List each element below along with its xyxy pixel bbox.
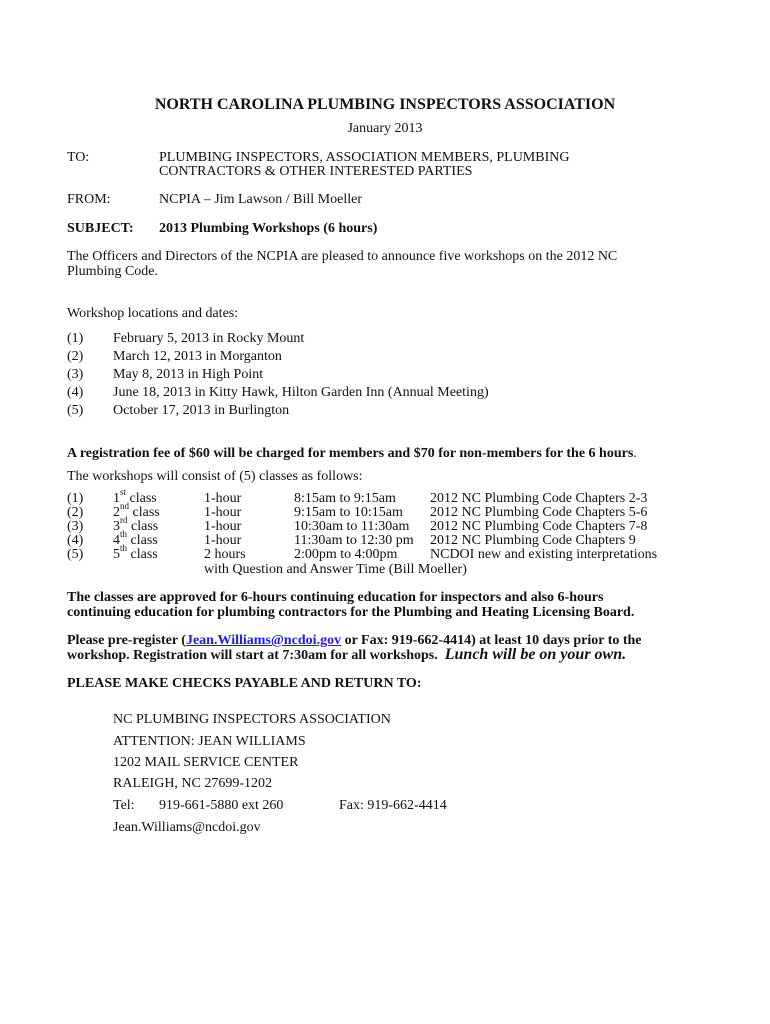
- address-attention: ATTENTION: JEAN WILLIAMS: [113, 734, 306, 749]
- list-item: March 12, 2013 in Morganton: [113, 349, 282, 364]
- intro-line1: The Officers and Directors of the NCPIA are pleased to announce five workshops on the 2012 NC: [67, 249, 618, 264]
- address-email: Jean.Williams@ncdoi.gov: [113, 820, 261, 835]
- preregister-line2: workshop. Registration will start at 7:30am for all workshops. Lunch will be on your own.: [67, 646, 627, 663]
- subject-label: SUBJECT:: [67, 221, 134, 236]
- list-item-number: (5): [67, 403, 84, 418]
- from-label: FROM:: [67, 192, 111, 207]
- list-item-number: (4): [67, 385, 84, 400]
- registration-fee-period: .: [633, 446, 637, 461]
- class-number: (5): [67, 547, 84, 562]
- address-street: 1202 MAIL SERVICE CENTER: [113, 755, 299, 770]
- to-recipients-line1: PLUMBING INSPECTORS, ASSOCIATION MEMBERS, PLUMBING: [159, 150, 570, 165]
- class-duration: 1-hour: [204, 519, 242, 534]
- class-topic: 2012 NC Plumbing Code Chapters 2-3: [430, 491, 648, 506]
- approval-line1: The classes are approved for 6-hours continuing education for inspectors and also 6-hours: [67, 590, 604, 605]
- page-title: NORTH CAROLINA PLUMBING INSPECTORS ASSOCIATION: [154, 96, 616, 113]
- class-ordinal: 3rd class: [113, 515, 159, 534]
- class-time: 2:00pm to 4:00pm: [294, 547, 398, 562]
- class-topic: 2012 NC Plumbing Code Chapters 9: [430, 533, 636, 548]
- class-time: 9:15am to 10:15am: [294, 505, 403, 520]
- class-time: 10:30am to 11:30am: [294, 519, 410, 534]
- class-time: 11:30am to 12:30 pm: [294, 533, 414, 548]
- class-number: (1): [67, 491, 84, 506]
- class-number: (4): [67, 533, 84, 548]
- list-item-number: (1): [67, 331, 84, 346]
- locations-heading: Workshop locations and dates:: [67, 306, 239, 321]
- list-item: February 5, 2013 in Rocky Mount: [113, 331, 305, 346]
- intro-line2: Plumbing Code.: [67, 264, 159, 279]
- list-item: June 18, 2013 in Kitty Hawk, Hilton Garden Inn (Annual Meeting): [113, 385, 489, 400]
- class-topic: 2012 NC Plumbing Code Chapters 5-6: [430, 505, 648, 520]
- classes-heading: The workshops will consist of (5) classes as follows:: [67, 469, 363, 484]
- subject-value: 2013 Plumbing Workshops (6 hours): [159, 221, 378, 236]
- to-recipients-line2: CONTRACTORS & OTHER INTERESTED PARTIES: [159, 164, 473, 179]
- contact-email-link[interactable]: Jean.Williams@ncdoi.gov: [185, 633, 342, 648]
- registration-fee: [67, 446, 637, 461]
- list-item: May 8, 2013 in High Point: [113, 367, 264, 382]
- lunch-note: Lunch will be on your own.: [444, 646, 627, 663]
- fax-number: Fax: 919-662-4414: [339, 798, 447, 813]
- preregister-line1: Please pre-register (Jean.Williams@ncdoi.gov or Fax: 919-662-4414) at least 10 days prior to the: [67, 633, 642, 648]
- to-label: TO:: [67, 150, 90, 165]
- class-ordinal: 5th class: [113, 543, 158, 562]
- class-duration: 1-hour: [204, 505, 242, 520]
- class-topic: NCDOI new and existing interpretations: [430, 547, 658, 562]
- class-followup: with Question and Answer Time (Bill Moeller): [204, 562, 467, 577]
- checks-heading: PLEASE MAKE CHECKS PAYABLE AND RETURN TO:: [67, 676, 422, 691]
- address-city: RALEIGH, NC 27699-1202: [113, 776, 273, 791]
- class-topic: 2012 NC Plumbing Code Chapters 7-8: [430, 519, 648, 534]
- tel-label: Tel:: [113, 798, 135, 813]
- tel-number: 919-661-5880 ext 260: [159, 798, 284, 813]
- class-number: (3): [67, 519, 84, 534]
- class-duration: 2 hours: [204, 547, 246, 562]
- from-value: NCPIA – Jim Lawson / Bill Moeller: [159, 192, 362, 207]
- class-duration: 1-hour: [204, 533, 242, 548]
- class-ordinal: 1st class: [113, 487, 157, 506]
- registration-fee-text: A registration fee of $60 will be charged for members and $70 for non-members for the 6 hours: [67, 446, 634, 461]
- class-duration: 1-hour: [204, 491, 242, 506]
- approval-line2: continuing education for plumbing contractors for the Plumbing and Heating Licensing Board.: [67, 605, 635, 620]
- class-time: 8:15am to 9:15am: [294, 491, 396, 506]
- list-item-number: (2): [67, 349, 84, 364]
- list-item: October 17, 2013 in Burlington: [113, 403, 290, 418]
- list-item-number: (3): [67, 367, 84, 382]
- address-org: NC PLUMBING INSPECTORS ASSOCIATION: [113, 712, 391, 727]
- class-number: (2): [67, 505, 84, 520]
- class-ordinal: 2nd class: [113, 501, 160, 520]
- document-date: January 2013: [347, 121, 423, 136]
- class-ordinal: 4th class: [113, 529, 158, 548]
